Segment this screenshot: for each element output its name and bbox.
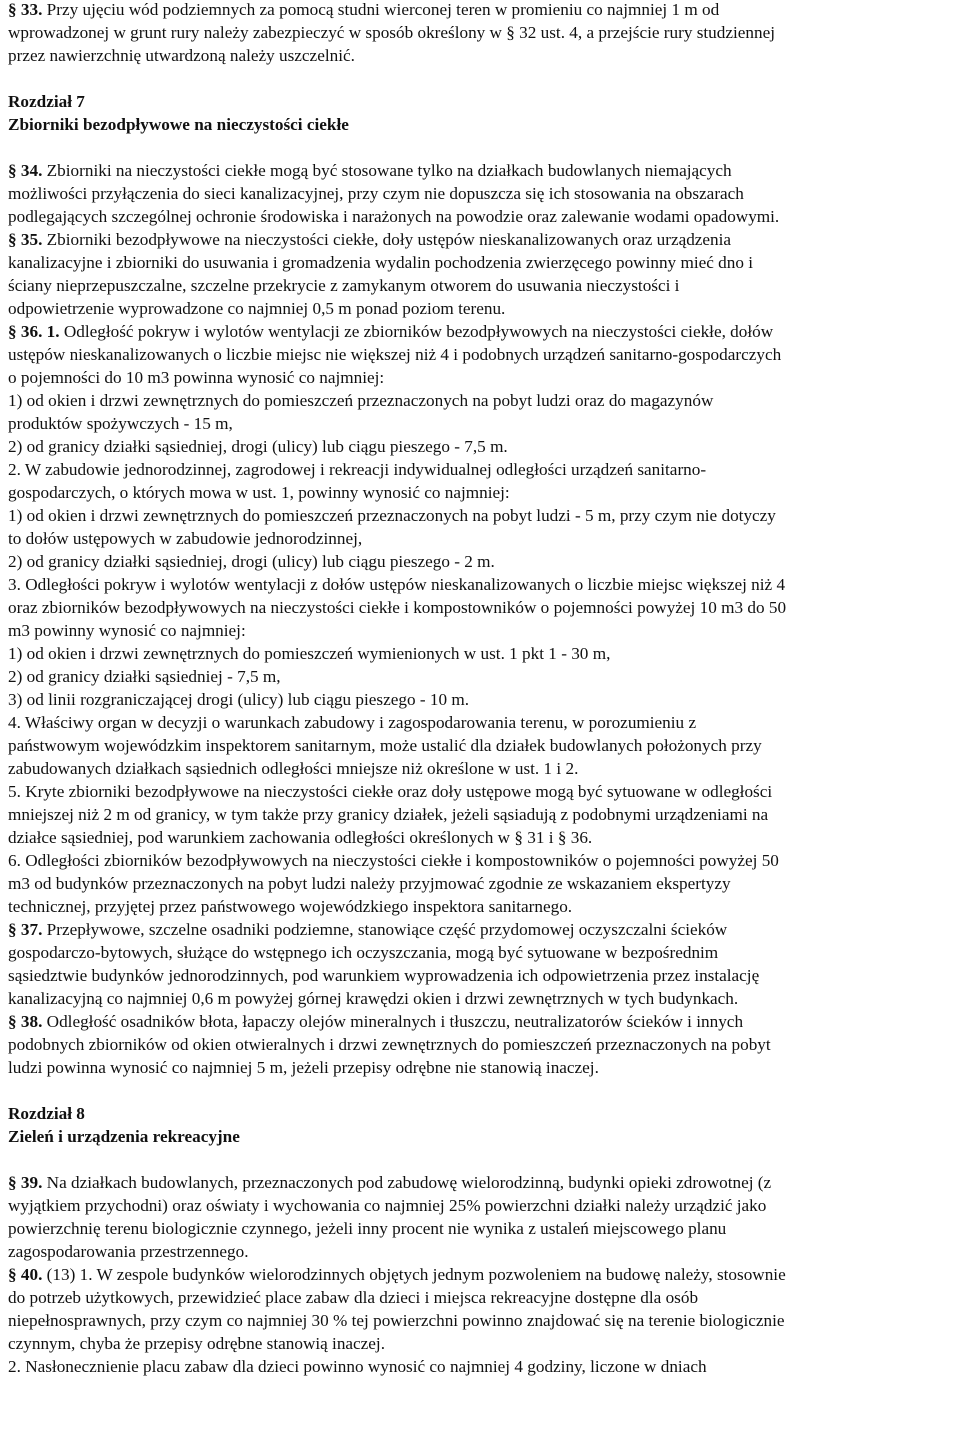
text-line: 1) od okien i drzwi zewnętrznych do pomieszczeń przeznaczonych na pobyt ludzi oraz do magazynów	[8, 391, 714, 410]
text-line: technicznej, przyjętej przez państwowego wojewódzkiego inspektora sanitarnego.	[8, 897, 573, 916]
text-line: 1) od okien i drzwi zewnętrznych do pomieszczeń wymienionych w ust. 1 pkt 1 - 30 m,	[8, 644, 611, 663]
text-line: Odległość osadników błota, łapaczy olejów mineralnych i tłuszczu, neutralizatorów ścieków i innych	[42, 1012, 744, 1031]
text-line: działce sąsiedniej, pod warunkiem zachowania odległości określonych w § 31 i § 36.	[8, 828, 593, 847]
text-line: wyjątkiem przychodni) oraz oświaty i wychowania co najmniej 25% powierzchni działki należy urządzić jako	[8, 1196, 767, 1215]
paragraph-35	[8, 228, 952, 251]
text-line: sąsiedztwie budynków jednorodzinnych, pod warunkiem wyprowadzenia ich odpowietrzenia przez instalację	[8, 966, 760, 985]
text-line: m3 od budynków przeznaczonych na pobyt ludzi należy przyjmować zgodnie ze wskazaniem ekspertyzy	[8, 874, 731, 893]
text-line: produktów spożywczych - 15 m,	[8, 414, 233, 433]
text-line: ustępów nieskanalizowanych o liczbie miejsc nie większej niż 4 i podobnych urządzeń sanitarno-gospodarczych	[8, 345, 782, 364]
text-line: możliwości przyłączenia do sieci kanalizacyjnej, przy czym nie dopuszcza się ich stosowania na obszarach	[8, 184, 744, 203]
text-line: 3) od linii rozgraniczającej drogi (ulicy) lub ciągu pieszego - 10 m.	[8, 690, 470, 709]
text-line: czynnym, chyba że przepisy odrębne stanowią inaczej.	[8, 1334, 386, 1353]
text-line: niepełnosprawnych, przy czym co najmniej 30 % tej powierzchni powinno znajdować się na terenie biologicznie	[8, 1311, 785, 1330]
text-line: wprowadzonej w grunt rury należy zabezpieczyć w sposób określony w § 32 ust. 4, a przejście rury studziennej	[8, 23, 775, 42]
paragraph-36	[8, 320, 952, 343]
text-line: kanalizacyjną co najmniej 0,6 m powyżej górnej krawędzi okien i drzwi zewnętrznych w tych budynkach.	[8, 989, 739, 1008]
paragraph-37	[8, 918, 952, 941]
paragraph-40	[8, 1263, 952, 1286]
text-line: ściany nieprzepuszczalne, szczelne przekrycie z zamykanym otworem do usuwania nieczystości i	[8, 276, 680, 295]
text-line: przez nawierzchnię utwardzoną należy uszczelnić.	[8, 46, 355, 65]
text-line: oraz zbiorników bezodpływowych na nieczystości ciekłe i kompostowników o pojemności powyżej 10 m3 do 50	[8, 598, 787, 617]
chapter-title: Zieleń i urządzenia rekreacyjne	[8, 1127, 240, 1146]
text-line: ludzi powinna wynosić co najmniej 5 m, jeżeli przepisy odrębne nie stanowią inaczej.	[8, 1058, 599, 1077]
text-line: (13) 1. W zespole budynków wielorodzinnych objętych jednym pozwoleniem na budowę należy, stosownie	[42, 1265, 786, 1284]
section-number: § 34.	[8, 161, 43, 180]
text-line: zagospodarowania przestrzennego.	[8, 1242, 249, 1261]
text-line: Zbiorniki na nieczystości ciekłe mogą być stosowane tylko na działkach budowlanych niemających	[42, 161, 732, 180]
text-line: Przy ujęciu wód podziemnych za pomocą studni wierconej teren w promieniu co najmniej 1 m od	[42, 0, 720, 19]
text-line: to dołów ustępowych w zabudowie jednorodzinnej,	[8, 529, 363, 548]
text-line: podobnych zbiorników od okien otwieralnych i drzwi zewnętrznych do pomieszczeń przeznaczonych na pobyt	[8, 1035, 771, 1054]
text-line: gospodarczo-bytowych, służące do wstępnego ich oczyszczania, mogą być sytuowane w bezpośrednim	[8, 943, 719, 962]
text-line: 2. W zabudowie jednorodzinnej, zagrodowej i rekreacji indywidualnej odległości urządzeń sanitarno-	[8, 460, 707, 479]
text-line: zabudowanych działkach sąsiednich odległości mniejsze niż określone w ust. 1 i 2.	[8, 759, 579, 778]
text-line: 2) od granicy działki sąsiedniej, drogi (ulicy) lub ciągu pieszego - 7,5 m.	[8, 437, 508, 456]
text-line: kanalizacyjne i zbiorniki do usuwania i gromadzenia wydalin pochodzenia zwierzęcego powinny mieć dno i	[8, 253, 754, 272]
text-line: podlegających szczególnej ochronie środowiska i narażonych na powodzie oraz zalewanie wodami opadowymi.	[8, 207, 780, 226]
text-line: 5. Kryte zbiorniki bezodpływowe na nieczystości ciekłe oraz doły ustępowe mogą być sytuowane w odległości	[8, 782, 773, 801]
text-line: m3 powinny wynosić co najmniej:	[8, 621, 246, 640]
chapter-heading: Rozdział 8	[8, 1104, 85, 1123]
text-line: odpowietrzenie wyprowadzone co najmniej 0,5 m ponad poziom terenu.	[8, 299, 506, 318]
text-line: Odległość pokryw i wylotów wentylacji ze zbiorników bezodpływowych na nieczystości ciekłe, dołów	[59, 322, 774, 341]
text-line: 2) od granicy działki sąsiedniej - 7,5 m,	[8, 667, 281, 686]
text-line: państwowym wojewódzkim inspektorem sanitarnym, może ustalić dla działek budowlanych położonych przy	[8, 736, 762, 755]
text-line: 1) od okien i drzwi zewnętrznych do pomieszczeń przeznaczonych na pobyt ludzi - 5 m, przy czym nie dotyczy	[8, 506, 776, 525]
text-line: 2. Nasłonecznienie placu zabaw dla dzieci powinno wynosić co najmniej 4 godziny, liczone w dniach	[8, 1357, 707, 1376]
chapter-title: Zbiorniki bezodpływowe na nieczystości ciekłe	[8, 115, 349, 134]
text-line: o pojemności do 10 m3 powinna wynosić co najmniej:	[8, 368, 385, 387]
section-number: § 39.	[8, 1173, 43, 1192]
section-number: § 35.	[8, 230, 43, 249]
text-line: 6. Odległości zbiorników bezodpływowych na nieczystości ciekłe i kompostowników o pojemności powyżej 50	[8, 851, 779, 870]
text-line: Zbiorniki bezodpływowe na nieczystości ciekłe, doły ustępów nieskanalizowanych oraz urządzenia	[42, 230, 732, 249]
paragraph-39	[8, 1171, 952, 1194]
text-line: gospodarczych, o których mowa w ust. 1, powinny wynosić co najmniej:	[8, 483, 510, 502]
text-line: 4. Właściwy organ w decyzji o warunkach zabudowy i zagospodarowania terenu, w porozumieniu z	[8, 713, 697, 732]
chapter-heading: Rozdział 7	[8, 92, 85, 111]
section-number: § 33.	[8, 0, 43, 19]
section-number: § 36. 1.	[8, 322, 60, 341]
paragraph-34	[8, 159, 952, 182]
text-line: Przepływowe, szczelne osadniki podziemne, stanowiące część przydomowej oczyszczalni ścieków	[42, 920, 728, 939]
paragraph-38	[8, 1010, 952, 1033]
section-number: § 37.	[8, 920, 43, 939]
section-number: § 38.	[8, 1012, 43, 1031]
text-line: Na działkach budowlanych, przeznaczonych pod zabudowę wielorodzinną, budynki opieki zdrowotnej (z	[42, 1173, 772, 1192]
text-line: 2) od granicy działki sąsiedniej, drogi (ulicy) lub ciągu pieszego - 2 m.	[8, 552, 495, 571]
text-line: 3. Odległości pokryw i wylotów wentylacji z dołów ustępów nieskanalizowanych o liczbie miejsc większej niż 4	[8, 575, 786, 594]
text-line: mniejszej niż 2 m od granicy, w tym także przy granicy działek, jeżeli sąsiadują z podobnymi urządzeniami na	[8, 805, 769, 824]
text-line: powierzchnię terenu biologicznie czynnego, jeżeli inny procent nie wynika z ustaleń miejscowego planu	[8, 1219, 727, 1238]
text-line: do potrzeb użytkowych, przewidzieć place zabaw dla dzieci i miejsca rekreacyjne dostępne dla osób	[8, 1288, 699, 1307]
paragraph-33	[8, 0, 952, 21]
section-number: § 40.	[8, 1265, 43, 1284]
